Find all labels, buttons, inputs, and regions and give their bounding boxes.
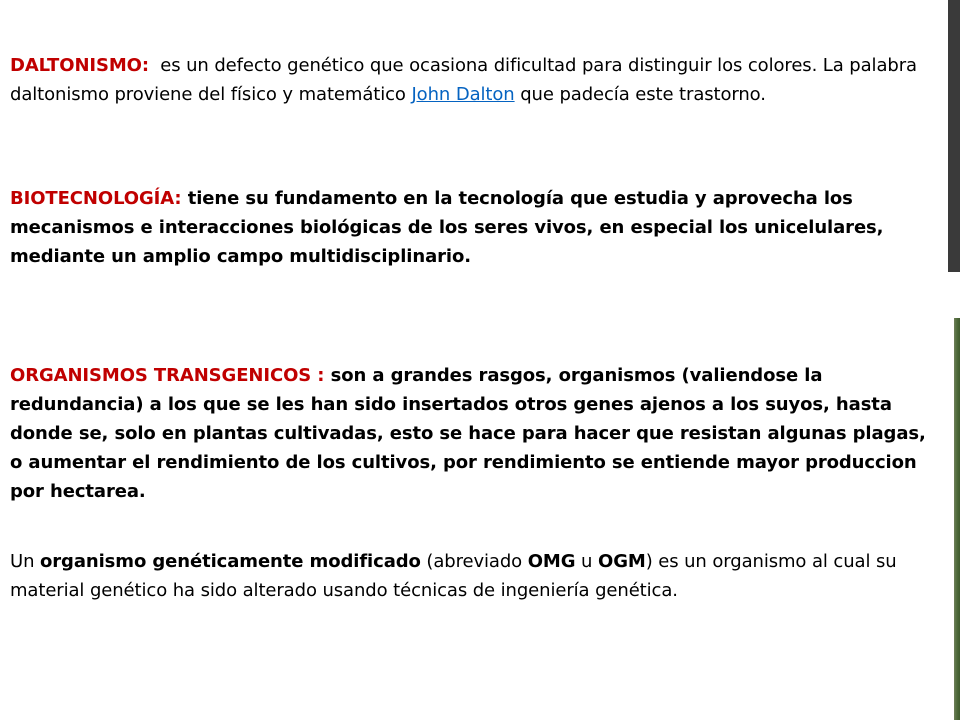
term-transgenicos: ORGANISMOS TRANSGENICOS : — [10, 365, 325, 386]
omg-text-3: ) es un organismo al cual su material genético ha sido alterado usando técnicas de ingeniería genética. — [10, 551, 897, 601]
omg-text-2: u — [575, 551, 598, 572]
daltonismo-text-after: que padecía este trastorno. — [514, 84, 766, 105]
term-daltonismo: DALTONISMO: — [10, 55, 149, 76]
right-edge-dark-strip — [948, 0, 960, 272]
term-biotecnologia: BIOTECNOLOGÍA: — [10, 188, 182, 209]
john-dalton-link[interactable]: John Dalton — [411, 84, 515, 105]
paragraph-biotecnologia — [10, 184, 940, 271]
term-omg: organismo genéticamente modificado — [40, 551, 421, 572]
paragraph-omg — [10, 547, 940, 605]
omg-text-1: (abreviado — [420, 551, 528, 572]
abbr-omg: OMG — [527, 551, 576, 572]
omg-intro: Un — [10, 551, 41, 572]
right-edge-green-strip — [954, 318, 960, 720]
paragraph-daltonismo — [10, 51, 940, 109]
paragraph-transgenicos — [10, 361, 940, 506]
transgenicos-text: son a grandes rasgos, organismos (valiendose la redundancia) a los que se les han sido insertados otros genes ajenos a los suyos, hasta donde se, solo en plantas cultivadas, esto se hace para hacer que resistan algunas plagas, o aumentar el rendimiento de los cultivos, por rendimiento se entiende mayor produccion por hectarea. — [10, 365, 926, 502]
biotecnologia-text: tiene su fundamento en la tecnología que estudia y aprovecha los mecanismos e interacciones biológicas de los seres vivos, en especial los unicelulares, mediante un amplio campo multidisciplinario. — [10, 188, 884, 267]
daltonismo-text-before: es un defecto genético que ocasiona dificultad para distinguir los colores. La palabra daltonismo proviene del físico y matemático — [10, 55, 923, 105]
abbr-ogm: OGM — [598, 551, 646, 572]
